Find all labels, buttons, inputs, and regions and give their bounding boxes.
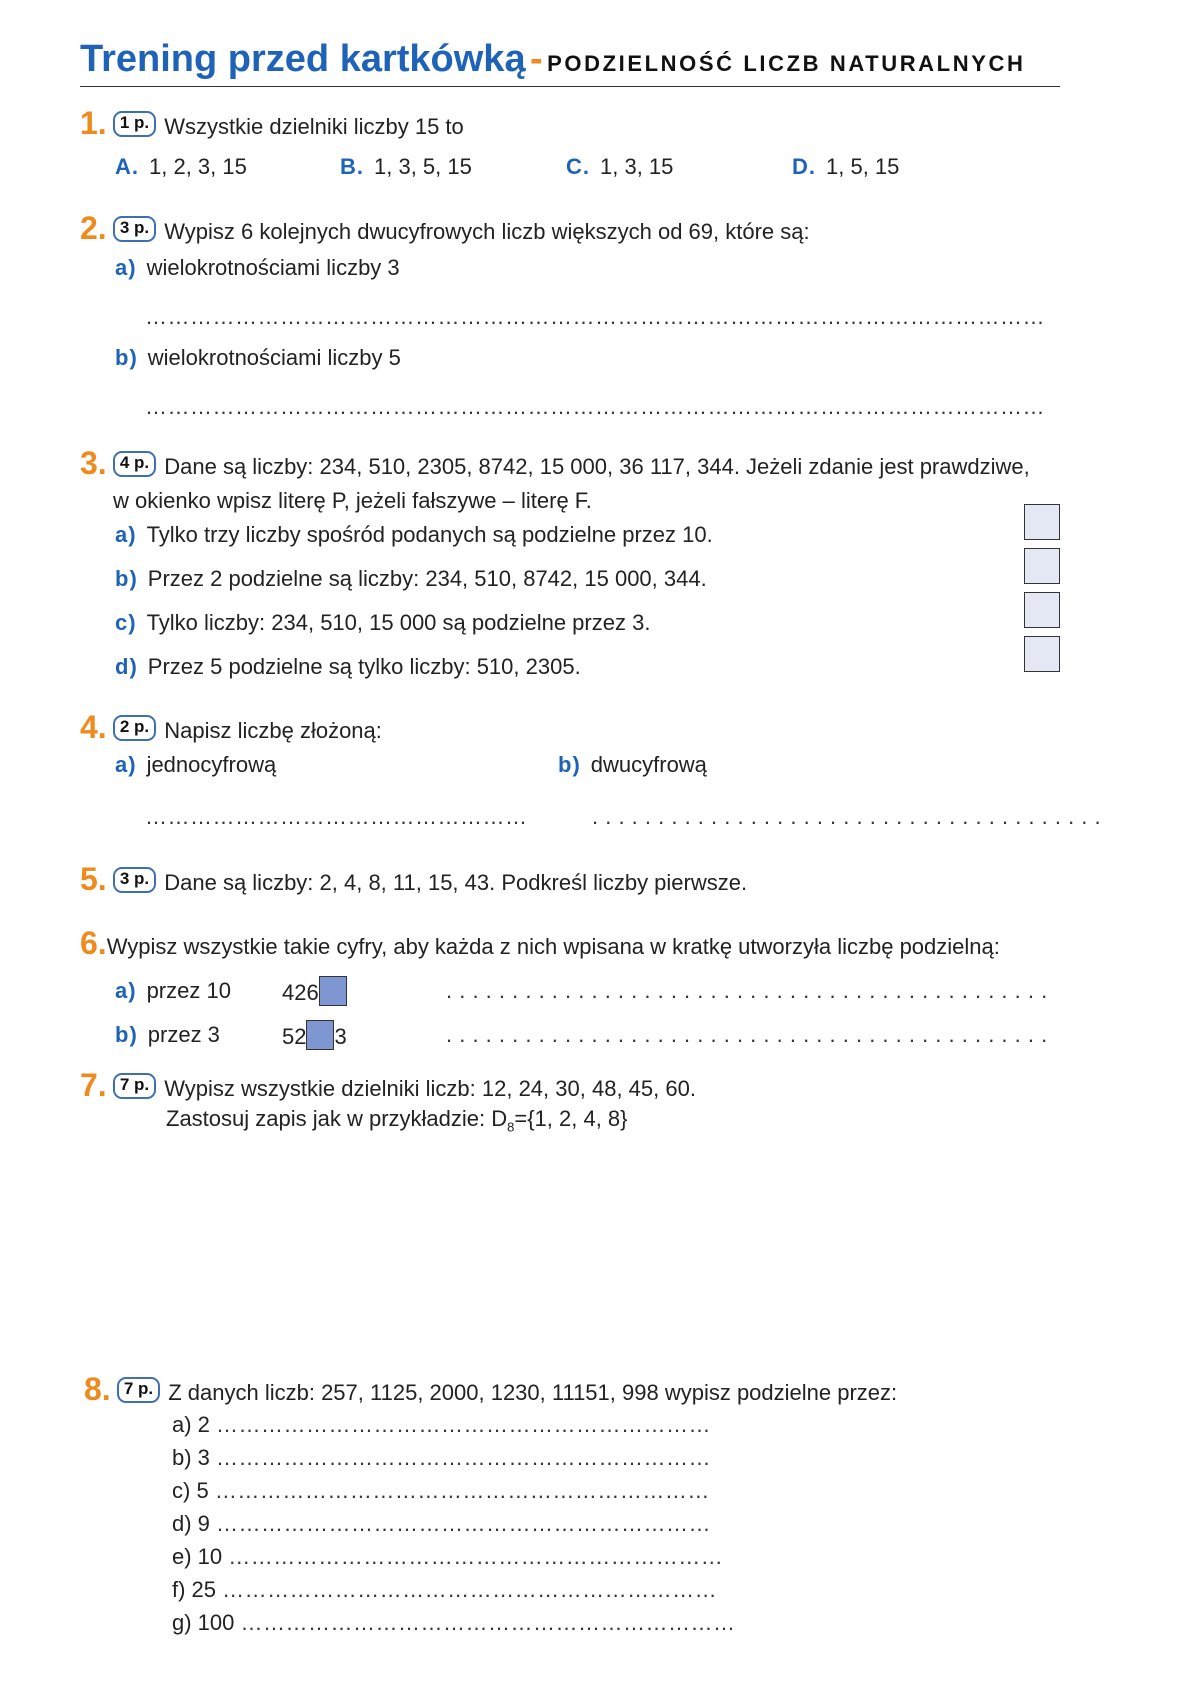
- item-text: dwucyfrową: [590, 752, 707, 777]
- item-text: Tylko liczby: 234, 510, 15 000 są podzielne przez 3.: [146, 610, 651, 635]
- task-2-item-b: [115, 343, 401, 373]
- option-label: B.: [340, 154, 364, 179]
- task-5-question: [80, 861, 748, 898]
- task-1-question: [80, 105, 464, 142]
- task-8-item-a: [172, 1410, 711, 1440]
- item-text: jednocyfrową: [146, 752, 277, 777]
- task-text: Wypisz 6 kolejnych dwucyfrowych liczb większych od 69, które są:: [164, 219, 810, 244]
- answer-line[interactable]: …………………………………………………………: [228, 1544, 724, 1569]
- item-text: wielokrotnościami liczby 3: [146, 255, 400, 280]
- points-badge: 4 p.: [113, 451, 156, 477]
- option-label: C.: [566, 154, 590, 179]
- task-4-item-a: [115, 750, 276, 780]
- option-text: 1, 2, 3, 15: [149, 154, 247, 179]
- option-text: 1, 5, 15: [826, 154, 900, 179]
- task-4b-answer-line[interactable]: . . . . . . . . . . . . . . . . . . . . . . . . . . . . . . . . . . . . . . .: [592, 804, 1102, 829]
- task-number: 8.: [84, 1371, 111, 1407]
- answer-line[interactable]: …………………………………………………………: [222, 1577, 718, 1602]
- task-8-item-b: [172, 1443, 711, 1473]
- option-label: D.: [792, 154, 816, 179]
- task-number: 6.: [80, 925, 107, 961]
- task-8-question: [84, 1371, 898, 1408]
- task-1-option-a[interactable]: [115, 152, 247, 182]
- task-4-question: [80, 709, 382, 746]
- item-label: a): [115, 255, 137, 280]
- item-label: b): [558, 752, 581, 777]
- task-number: 7.: [80, 1067, 107, 1103]
- task-text: Wypisz wszystkie takie cyfry, aby każda z nich wpisana w kratkę utworzyła liczbę podzielną:: [106, 934, 1000, 959]
- answer-line[interactable]: …………………………………………………………: [216, 1445, 712, 1470]
- task-2-item-a: [115, 253, 400, 283]
- item-text: d) 9: [172, 1511, 210, 1536]
- task-2-question: [80, 210, 810, 247]
- task-text: Napisz liczbę złożoną:: [164, 718, 382, 743]
- example-subscript: 8: [507, 1119, 515, 1135]
- task-3-item-c: [115, 608, 650, 638]
- task-4-item-b: [558, 750, 707, 780]
- task-1-option-c[interactable]: [566, 152, 673, 182]
- answer-box-3c[interactable]: [1024, 592, 1060, 628]
- item-label: a): [115, 752, 137, 777]
- task-1-option-b[interactable]: [340, 152, 472, 182]
- task-3-item-a: [115, 520, 713, 550]
- task-text: Dane są liczby: 234, 510, 2305, 8742, 15 000, 36 117, 344. Jeżeli zdanie jest prawdziwe,: [164, 454, 1030, 479]
- task-text: Z danych liczb: 257, 1125, 2000, 1230, 11151, 998 wypisz podzielne przez:: [168, 1380, 898, 1405]
- task-6-item-b: [115, 1020, 220, 1050]
- number-prefix: 52: [282, 1024, 307, 1049]
- task-6-item-a: [115, 976, 231, 1006]
- number-suffix: 3: [334, 1024, 347, 1049]
- task-1-option-d[interactable]: [792, 152, 899, 182]
- item-label: a): [115, 978, 137, 1003]
- task-6a-number: [282, 976, 347, 1008]
- item-label: b): [115, 566, 138, 591]
- answer-box-3d[interactable]: [1024, 636, 1060, 672]
- digit-box-6b[interactable]: [306, 1020, 334, 1050]
- example-set: ={1, 2, 4, 8}: [514, 1106, 628, 1131]
- item-text: Tylko trzy liczby spośród podanych są podzielne przez 10.: [146, 522, 713, 547]
- answer-line[interactable]: …………………………………………………………: [214, 1478, 710, 1503]
- item-text: Przez 5 podzielne są tylko liczby: 510, 2305.: [147, 654, 581, 679]
- item-text: f) 25: [172, 1577, 217, 1602]
- item-text: c) 5: [172, 1478, 209, 1503]
- title-dash: -: [530, 38, 543, 80]
- task-number: 4.: [80, 709, 107, 745]
- task-2b-answer-line[interactable]: …………………………………………………………………………………………………………: [145, 394, 1045, 419]
- answer-line[interactable]: …………………………………………………………: [240, 1610, 736, 1635]
- task-3-question: [80, 445, 1030, 482]
- example-text: Zastosuj zapis jak w przykładzie: D: [166, 1106, 508, 1131]
- item-text: przez 3: [147, 1022, 220, 1047]
- title-subtitle: PODZIELNOŚĆ LICZB NATURALNYCH: [547, 51, 1026, 76]
- task-6a-answer-line[interactable]: . . . . . . . . . . . . . . . . . . . . . . . . . . . . . . . . . . . . . . . . . . . . . .: [446, 978, 1048, 1003]
- task-number: 2.: [80, 210, 107, 246]
- item-text: a) 2: [172, 1412, 210, 1437]
- page-title: [80, 38, 1025, 81]
- option-text: 1, 3, 5, 15: [374, 154, 472, 179]
- item-label: a): [115, 522, 137, 547]
- option-label: A.: [115, 154, 139, 179]
- item-text: Przez 2 podzielne są liczby: 234, 510, 8742, 15 000, 344.: [147, 566, 707, 591]
- item-text: przez 10: [146, 978, 231, 1003]
- task-8-item-d: [172, 1509, 711, 1539]
- task-7-instruction: [166, 1104, 628, 1142]
- item-text: b) 3: [172, 1445, 210, 1470]
- task-number: 3.: [80, 445, 107, 481]
- task-3-item-d: [115, 652, 581, 682]
- answer-line[interactable]: …………………………………………………………: [216, 1511, 712, 1536]
- title-main: Trening przed kartkówką: [80, 38, 526, 80]
- points-badge: 3 p.: [113, 216, 156, 242]
- task-8-item-g: [172, 1608, 736, 1638]
- task-8-item-c: [172, 1476, 710, 1506]
- task-6b-answer-line[interactable]: . . . . . . . . . . . . . . . . . . . . . . . . . . . . . . . . . . . . . . . . . . . . . .: [446, 1022, 1048, 1047]
- number-prefix: 426: [282, 980, 319, 1005]
- item-text: wielokrotnościami liczby 5: [147, 345, 401, 370]
- task-7-question: [80, 1067, 696, 1104]
- task-text: Wszystkie dzielniki liczby 15 to: [164, 114, 464, 139]
- task-8-item-e: [172, 1542, 723, 1572]
- item-label: c): [115, 610, 137, 635]
- answer-line[interactable]: …………………………………………………………: [216, 1412, 712, 1437]
- task-8-item-f: [172, 1575, 717, 1605]
- answer-box-3b[interactable]: [1024, 548, 1060, 584]
- task-text: Wypisz wszystkie dzielniki liczb: 12, 24, 30, 48, 45, 60.: [164, 1076, 696, 1101]
- task-6b-number: [282, 1020, 347, 1052]
- task-4a-answer-line[interactable]: ……………………………………………: [145, 804, 528, 829]
- item-label: b): [115, 1022, 138, 1047]
- title-underline: [80, 86, 1060, 87]
- item-text: e) 10: [172, 1544, 223, 1569]
- points-badge: 1 p.: [113, 111, 156, 137]
- task-3-instruction: w okienko wpisz literę P, jeżeli fałszywe – literę F.: [113, 488, 592, 513]
- option-text: 1, 3, 15: [600, 154, 674, 179]
- item-text: g) 100: [172, 1610, 235, 1635]
- task-number: 5.: [80, 861, 107, 897]
- points-badge: 7 p.: [117, 1377, 160, 1403]
- points-badge: 3 p.: [113, 867, 156, 893]
- points-badge: 7 p.: [113, 1073, 156, 1099]
- item-label: b): [115, 345, 138, 370]
- task-6-question: [80, 925, 1000, 962]
- task-text: Dane są liczby: 2, 4, 8, 11, 15, 43. Podkreśl liczby pierwsze.: [164, 870, 748, 895]
- answer-box-3a[interactable]: [1024, 504, 1060, 540]
- digit-box-6a[interactable]: [319, 976, 347, 1006]
- task-number: 1.: [80, 105, 107, 141]
- task-2a-answer-line[interactable]: …………………………………………………………………………………………………………: [145, 304, 1045, 329]
- task-3-item-b: [115, 564, 707, 594]
- points-badge: 2 p.: [113, 715, 156, 741]
- item-label: d): [115, 654, 138, 679]
